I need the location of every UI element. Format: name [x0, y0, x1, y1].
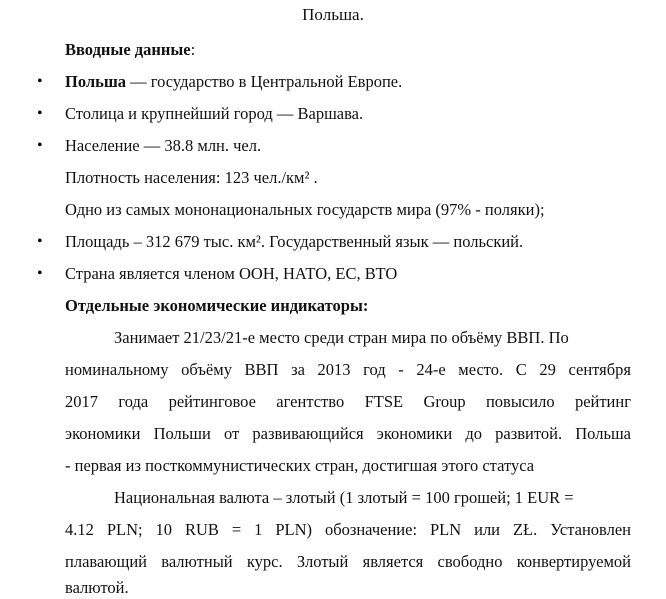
bullet-item-area: Площадь – 312 679 тыс. км². Государственный язык — польский. [65, 232, 524, 251]
p2-line-1: Национальная валюта – злотый (1 злотый = 100 грошей; 1 EUR = [114, 488, 574, 507]
econ-heading: Отдельные экономические индикаторы: [65, 296, 369, 315]
bullet-item-population: Население — 38.8 млн. чел. [65, 136, 262, 155]
poland-rest: — государство в Центральной Европе. [126, 72, 403, 91]
document-title: Польша. [302, 5, 364, 24]
bullet-icon: • [37, 105, 43, 122]
bullet-item-membership: Страна является членом ООН, НАТО, ЕС, ВТО [65, 264, 398, 283]
p2-line-2: 4.12 PLN; 10 RUB = 1 PLN) обозначение: PLN или ZŁ. Установлен [65, 520, 631, 539]
p2-line-4: валютой. [65, 578, 129, 597]
bullet-icon: • [37, 73, 43, 90]
p1-line-2: номинальному объёму ВВП за 2013 год - 24-е место. С 29 сентября [65, 360, 631, 379]
p2-line-3: плавающий валютный курс. Злотый является свободно конвертируемой [65, 552, 631, 571]
intro-heading-colon: : [190, 40, 196, 59]
mononational-line: Одно из самых мононациональных государств мира (97% - поляки); [65, 200, 545, 219]
poland-bold: Польша [65, 72, 127, 91]
p1-line-1: Занимает 21/23/21-е место среди стран мира по объёму ВВП. По [114, 328, 569, 347]
p1-line-3: 2017 года рейтинговое агентство FTSE Group повысило рейтинг [65, 392, 631, 411]
bullet-icon: • [37, 233, 43, 250]
p1-line-4: экономики Польши от развивающийся экономики до развитой. Польша [65, 424, 631, 443]
intro-heading: Вводные данные [65, 40, 191, 59]
bullet-icon: • [37, 137, 43, 154]
bullet-item-capital: Столица и крупнейший город — Варшава. [65, 104, 364, 123]
bullet-item-poland [65, 71, 402, 93]
bullet-icon: • [37, 265, 43, 282]
intro-heading-line [65, 39, 195, 61]
density-line: Плотность населения: 123 чел./км² . [65, 168, 318, 187]
p1-line-5: - первая из посткоммунистических стран, достигшая этого статуса [65, 456, 535, 475]
